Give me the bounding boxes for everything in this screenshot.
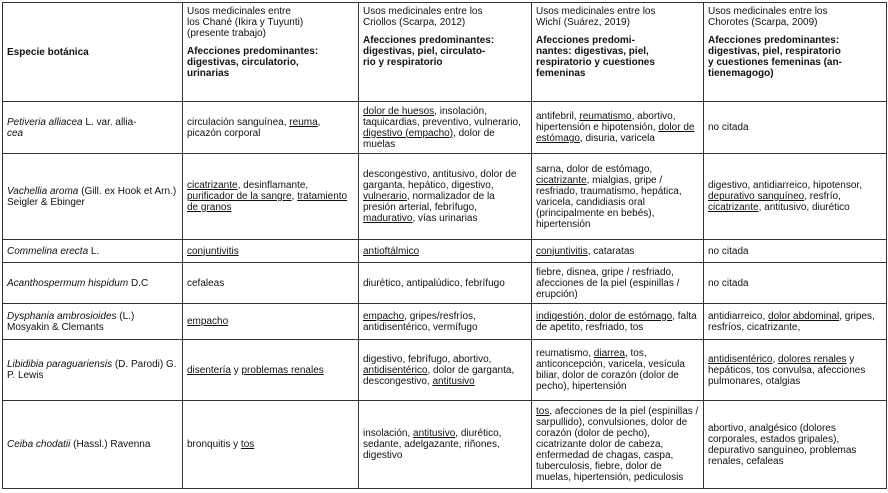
use-text: bronquitis y — [187, 439, 241, 450]
species-name: Commelina erecta — [7, 245, 89, 257]
underlined-use: cicatrizante — [536, 174, 587, 186]
header-afecciones-line: digestivas, piel, respiratorio — [708, 46, 841, 57]
underlined-use: vulnerario — [363, 191, 407, 202]
header-afecciones-line: Afecciones predominantes: — [187, 46, 319, 57]
wichi-uses-cell — [532, 401, 704, 489]
use-text: , desinflamante, — [237, 180, 309, 191]
use-text: digestivo, antidiarreico, hipotensor, — [708, 180, 862, 191]
use-text: abortivo, analgésico (dolores corporales, estados gripales), depurativo sanguíneo, problemas renales, cefaleas — [708, 422, 857, 467]
use-text: diurético, antipalúdico, febrífugo — [363, 277, 505, 289]
wichi-uses-cell — [532, 304, 704, 340]
table-row — [3, 304, 887, 340]
underlined-use: antioftálmico — [363, 245, 420, 257]
use-text: , disuria, varicela — [579, 133, 655, 144]
use-text: , gripes, resfríos, cicatrizante, — [708, 310, 875, 333]
species-cell — [3, 304, 183, 340]
use-text: , resfrío, — [804, 191, 841, 202]
use-text: no citada — [708, 122, 749, 133]
table-row — [3, 263, 887, 304]
use-text: y hepáticos, tos convulsa, afecciones pulmonares, otalgias — [708, 353, 866, 387]
wichi-uses-cell — [532, 154, 704, 240]
use-text: , insolación, taquicardias, preventivo, vulnerario, — [363, 105, 521, 128]
underlined-use: antitusivo — [413, 428, 456, 439]
underlined-use: digestivo (empacho) — [363, 127, 454, 139]
criollos-uses-cell — [359, 240, 532, 263]
species-header: Especie botánica — [3, 3, 183, 102]
use-text: reumatismo, — [536, 348, 594, 359]
header-title-line: Chorotes (Scarpa, 2009) — [708, 17, 818, 28]
underlined-use: tos — [536, 406, 550, 417]
use-text: , normalizador de la presión arterial, febrífugo, — [363, 191, 495, 213]
chane-uses-cell — [183, 263, 359, 304]
header-afecciones-line: nantes: digestivas, piel, — [536, 46, 649, 57]
chane-uses-cell — [183, 401, 359, 489]
table-row — [3, 401, 887, 489]
use-text: , antitusivo, diurético — [758, 202, 850, 213]
use-text: sarna, dolor de estómago, — [536, 163, 653, 175]
species-cell — [3, 154, 183, 240]
header-row — [3, 3, 887, 102]
chorotes-uses-cell — [704, 263, 887, 304]
species-name-continuation: cea — [7, 127, 24, 139]
underlined-use: dolor de huesos — [363, 105, 435, 117]
underlined-use: reuma — [289, 116, 318, 128]
wichi-uses-cell — [532, 102, 704, 154]
criollos-uses-cell — [359, 263, 532, 304]
criollos-uses-cell — [359, 304, 532, 340]
use-text: , dolor de muelas — [363, 127, 495, 150]
underlined-use: empacho — [363, 310, 405, 322]
header-title-line: Usos medicinales entre — [187, 6, 291, 17]
species-authority: L. var. allia- — [82, 116, 137, 128]
species-cell — [3, 263, 183, 304]
header-afecciones-line: femeninas — [536, 68, 586, 79]
use-text: circulación sanguínea, — [187, 116, 290, 128]
underlined-use: dolor de estómago — [536, 122, 695, 144]
use-text: , falta de apetito, resfriado, tos — [536, 310, 697, 333]
criollos-uses-cell — [359, 154, 532, 240]
underlined-use: antidisentérico — [708, 353, 773, 365]
header-title-line: Usos medicinales entre los — [708, 6, 828, 17]
species-cell — [3, 401, 183, 489]
underlined-use: conjuntivitis — [187, 245, 239, 257]
use-text: digestivo, febrífugo, abortivo, — [363, 353, 492, 365]
underlined-use: reumatismo — [579, 111, 632, 122]
species-authority: (Hassl.) Ravenna — [70, 439, 151, 450]
use-text: cefaleas — [187, 277, 225, 289]
wichi-uses-cell — [532, 340, 704, 401]
use-text: insolación, — [363, 428, 414, 439]
underlined-use: empacho — [187, 316, 229, 327]
use-text: , tos, anticoncepción, varicela, vesícula biliar, dolor de corazón (dolor de pecho), hipertensión — [536, 348, 685, 392]
use-text: , cataratas — [587, 245, 635, 257]
criollos-header — [359, 3, 532, 102]
use-text: y — [230, 364, 242, 376]
chane-uses-cell — [183, 240, 359, 263]
chorotes-uses-cell — [704, 340, 887, 401]
header-title-line: (presente trabajo) — [187, 28, 266, 39]
underlined-use: purificador de la sangre — [187, 191, 292, 202]
header-afecciones-line: tienemagogo) — [708, 68, 774, 79]
header-title-line: Criollos (Scarpa, 2012) — [363, 17, 466, 28]
header-afecciones-line: urinarias — [187, 68, 230, 79]
criollos-uses-cell — [359, 340, 532, 401]
species-name: Petiveria alliacea — [7, 116, 83, 128]
use-text: , mialgias, gripe / resfriado, traumatismo, hepática, varicela, candidiasis oral (principalmente en bebés), hipertensión — [536, 174, 682, 230]
header-afecciones-line: rio y respiratorio — [363, 57, 443, 68]
underlined-use: conjuntivitis — [536, 245, 588, 257]
species-authority: (L.) Mosyakin & Clemants — [7, 310, 135, 333]
chorotes-uses-cell — [704, 102, 887, 154]
use-text: antifebril, — [536, 111, 580, 122]
chane-header — [183, 3, 359, 102]
chane-uses-cell — [183, 102, 359, 154]
chorotes-uses-cell — [704, 154, 887, 240]
chane-uses-cell — [183, 340, 359, 401]
table-row — [3, 240, 887, 263]
header-afecciones-line: Afecciones predominantes: — [363, 35, 495, 46]
use-text: , vías urinarias — [412, 213, 478, 224]
use-text: , dolor de garganta, descongestivo, — [363, 364, 515, 387]
use-text: , — [772, 353, 779, 365]
species-authority: (Gill. ex Hook et Arn.) Seigler & Ebinger — [7, 185, 177, 208]
species-cell — [3, 340, 183, 401]
species-name: Ceiba chodatii — [7, 439, 71, 450]
species-name: Libidibia paraguariensis — [7, 359, 113, 370]
underlined-use: madurativo — [363, 213, 413, 224]
use-text: , afecciones de la piel (espinillas / sarpullido), convulsiones, dolor de corazón (dolor de pecho), cicatrizante dolor de cabeza, enfermedad de chagas, caspa, tuberculosis, fiebre, dolor de muelas, hipertensión, pediculosis — [536, 406, 699, 483]
species-name: Acanthospermum hispidum — [7, 277, 129, 289]
use-text: fiebre, disnea, gripe / resfriado, afecciones de la piel (espinillas / erupción) — [536, 266, 680, 300]
header-afecciones-line: digestivas, piel, circulato- — [363, 46, 486, 57]
species-name: Vachellia aroma — [7, 185, 79, 197]
use-text: , — [291, 191, 298, 202]
underlined-use: cicatrizante — [187, 180, 238, 191]
criollos-uses-cell — [359, 102, 532, 154]
wichi-uses-cell — [532, 263, 704, 304]
underlined-use: tratamiento de granos — [187, 191, 348, 213]
chorotes-uses-cell — [704, 240, 887, 263]
criollos-uses-cell — [359, 401, 532, 489]
chane-uses-cell — [183, 154, 359, 240]
table-body — [3, 102, 887, 489]
medicinal-uses-table — [2, 2, 887, 489]
wichi-uses-cell — [532, 240, 704, 263]
table-row — [3, 154, 887, 240]
header-afecciones-line: digestivas, circulatorio, — [187, 57, 299, 68]
wichi-header — [532, 3, 704, 102]
underlined-use: indigestión, dolor de estómago — [536, 310, 673, 322]
header-afecciones-line: Afecciones predominantes: — [708, 35, 840, 46]
header-afecciones-line: Afecciones predomi- — [536, 35, 635, 46]
underlined-use: antidisentérico — [363, 364, 428, 376]
header-title-line: Usos medicinales entre los — [363, 6, 483, 17]
chorotes-header — [704, 3, 887, 102]
underlined-use: tos — [240, 439, 255, 450]
chorotes-uses-cell — [704, 304, 887, 340]
underlined-use: dolor abdominal — [768, 310, 840, 322]
chorotes-uses-cell — [704, 401, 887, 489]
underlined-use: dolores renales — [778, 353, 847, 365]
underlined-use: depurativo sanguíneo — [708, 191, 805, 202]
species-authority: (D. Parodi) G. P. Lewis — [7, 359, 177, 381]
header-afecciones-line: y cuestiones femeninas (an- — [708, 57, 842, 68]
header-title-line: Wichí (Suárez, 2019) — [536, 17, 630, 28]
use-text: descongestivo, antitusivo, dolor de garganta, hepático, digestivo, — [363, 169, 517, 191]
underlined-use: cicatrizante — [708, 202, 759, 213]
use-text: , gripes/resfríos, antidisentérico, vermífugo — [363, 310, 478, 333]
species-authority: L. — [88, 245, 100, 257]
species-cell — [3, 102, 183, 154]
table-row — [3, 102, 887, 154]
species-cell — [3, 240, 183, 263]
header-title-line: los Chané (Ikira y Tuyunti) — [187, 17, 304, 28]
underlined-use: diarrea — [593, 348, 625, 359]
header-title-line: Usos medicinales entre los — [536, 6, 656, 17]
use-text: no citada — [708, 245, 749, 257]
use-text: no citada — [708, 277, 749, 289]
species-name: Dysphania ambrosioides — [7, 310, 117, 322]
use-text: antidiarreico, — [708, 310, 769, 322]
use-text: , diurético, sedante, adelgazante, riñones, digestivo — [363, 428, 502, 461]
species-authority: D.C — [128, 277, 149, 289]
use-text: , abortivo, hipertensión e hipotensión, — [536, 111, 676, 133]
header-afecciones-line: respiratorio y cuestiones — [536, 57, 655, 68]
use-text: , picazón corporal — [187, 116, 321, 139]
underlined-use: disentería — [187, 364, 231, 376]
table-row — [3, 340, 887, 401]
underlined-use: antitusivo — [432, 375, 475, 387]
underlined-use: problemas renales — [241, 364, 324, 376]
chane-uses-cell — [183, 304, 359, 340]
